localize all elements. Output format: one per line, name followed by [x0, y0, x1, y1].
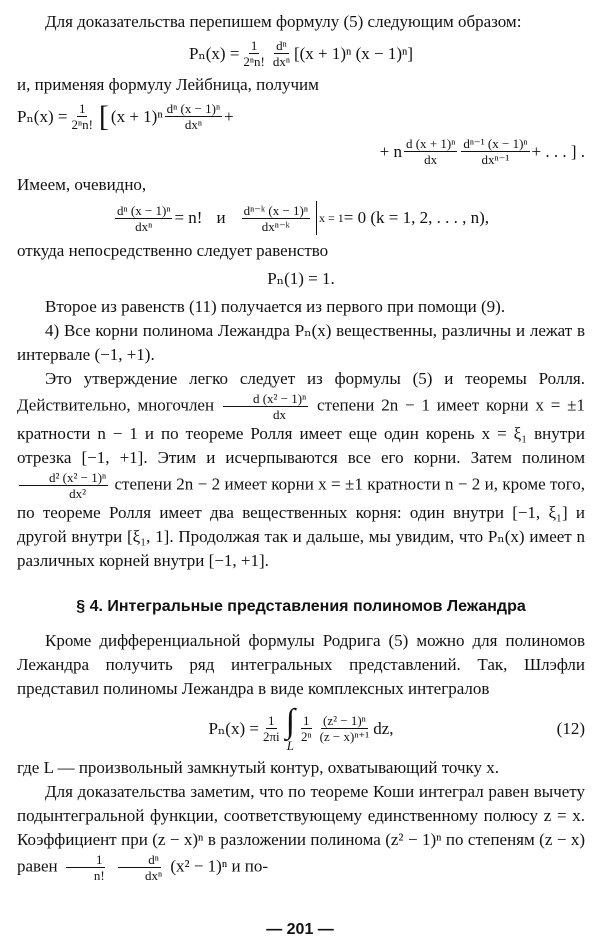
eq2-frac-deriv1: $\frac{\text{dⁿ (x − 1)ⁿ}}{\text{dxⁿ}}$ [166, 101, 221, 132]
eq2-frac-coef: $\frac{1}{\text{2ⁿn!}}$ [71, 101, 93, 132]
eq1-frac-coef: $\frac{1}{\text{2ⁿn!}}$ [243, 38, 265, 69]
paragraph-contour: где L — произвольный замкнутый контур, охватывающий точку x. [17, 758, 500, 777]
eq5-frac-coef: $\frac{1}{2\pi i}$ [262, 713, 280, 744]
eq2-frac-deriv2: $\frac{\text{d (x + 1)ⁿ}}{dx}$ [405, 136, 456, 167]
eq3-eq-n: = n! [174, 208, 203, 227]
p10-frac2: $\frac{\text{dⁿ}}{\text{dxⁿ}}$ [115, 852, 164, 883]
section-heading: § 4. Интегральные представления полиномов Лежандра [76, 598, 526, 615]
eq2-plus: + [224, 106, 234, 126]
equation-derivative-values [17, 201, 585, 235]
eq2-line2-pre: + n [379, 141, 402, 161]
eq1-frac-deriv: $\frac{\text{dⁿ}}{\text{dxⁿ}}$ [272, 38, 290, 69]
eq5-lhs: Pₙ(x) = [208, 718, 259, 738]
eq2-lhs: Pₙ(x) = [17, 106, 68, 126]
eq3-rhs: = 0 (k = 1, 2, . . . , n), [343, 208, 489, 227]
equation-pn-one: Pₙ(1) = 1. [267, 269, 335, 288]
eq2-line2-post: + . . . ] . [531, 141, 585, 161]
paragraph-rolle-proof: Это утверждение легко следует из формулы (5) и теоремы Ролля. Действительно, многочлен $\frac{\text{d (x² − 1)ⁿ}}{dx}$ степени 2n − 1 имеет корни x = ±1 кратности n − 1 и по теореме Ролля имеет еще один корень x = ξ₁ внутри отрезка [−1, +1]. Этим и исчерпываются все его корни. Затем полином $\frac{\text{d² (x² − 1)ⁿ}}{\text{dx²}}$ степени 2n − 2 имеет корни x = ±1 кратности n − 2 и, кроме того, по теореме Ролля имеет два вещественных корня: один внутри [−1, ξ₁] и другой внутри [ξ₁, 1]. Продолжая так и дальше, мы увидим, что Pₙ(x) имеет n различных корней внутри [−1, +1]. [17, 369, 586, 570]
paragraph-cauchy-proof: Для доказательства заметим, что по теореме Коши интеграл равен вычету подынтегральной функции, соответствующему единственному полюсу z = x. Коэффициент при (z − x)ⁿ в разложении полинома (z² − 1)ⁿ по степеням (z − x) равен $\frac{1}{n!}$ $\frac{\text{dⁿ}}{\text{dxⁿ}}$ (x² − 1)ⁿ и по- [17, 782, 585, 883]
eq3-and: и [216, 208, 226, 227]
paragraph-second-equality: Второе из равенств (11) получается из первого при помощи (9). [45, 297, 506, 316]
paragraph-obviously: Имеем, очевидно, [17, 175, 147, 194]
paragraph-intro: Для доказательства перепишем формулу (5) следующим образом: [45, 12, 522, 31]
equation-rodrigues-rewrite [17, 38, 585, 69]
eq3-frac1: $\frac{\text{dⁿ (x − 1)ⁿ}}{\text{dxⁿ}}$ [117, 202, 171, 234]
p7-frac2: $\frac{\text{d² (x² − 1)ⁿ}}{\text{dx²}}$ [19, 470, 108, 501]
p7-frac1: $\frac{\text{d (x² − 1)ⁿ}}{dx}$ [223, 391, 308, 422]
paragraph-property-4: 4) Все корни полинома Лежандра Pₙ(x) вещественны, различны и лежат в интервале (−1, +1). [17, 321, 585, 364]
eq5-frac-integrand: $\frac{\text{(z² − 1)ⁿ}}{\text{(z − x)ⁿ⁺¹}}$ [319, 713, 370, 744]
integral-sign: ∫ L [285, 703, 295, 753]
p10-frac1: $\frac{1}{n!}$ [64, 852, 107, 883]
equation-number: (12) [556, 718, 585, 738]
eq2-term1: (x + 1)ⁿ [110, 106, 163, 126]
eq5-frac-2n: $\frac{1}{\text{2ⁿ}}$ [300, 713, 312, 744]
eq3-eval-sub: x = 1 [318, 211, 344, 225]
eq1-lhs: Pₙ(x) = [188, 43, 240, 63]
page-content [17, 10, 585, 883]
eq1-rhs: [(x + 1)ⁿ (x − 1)ⁿ] [293, 43, 414, 63]
paragraph-whence: откуда непосредственно следует равенство [17, 241, 329, 260]
equation-leibniz-line2 [17, 136, 585, 167]
eq5-rhs: dz, [373, 718, 394, 738]
paragraph-integral-intro: Кроме дифференциальной формулы Родрига (5) можно для полиномов Лежандра получить ряд интегральных представлений. Так, Шлэфли представил полиномы Лежандра в виде комплексных интегралов [17, 631, 585, 698]
eq3-eval-bar [316, 201, 317, 235]
eq2-open-bracket: [ [98, 99, 109, 133]
equation-schlaefli-integral [17, 705, 585, 752]
page-number: — 201 — [266, 921, 334, 938]
equation-leibniz-line1 [17, 101, 585, 132]
paragraph-leibniz: и, применяя формулу Лейбница, получим [17, 75, 319, 94]
eq3-frac2: $\frac{\text{dⁿ⁻ᵏ (x − 1)ⁿ}}{\text{dxⁿ⁻ᵏ}}$ [243, 202, 308, 234]
eq2-frac-deriv3: $\frac{\text{dⁿ⁻¹ (x − 1)ⁿ}}{\text{dxⁿ⁻¹}}$ [463, 136, 528, 167]
